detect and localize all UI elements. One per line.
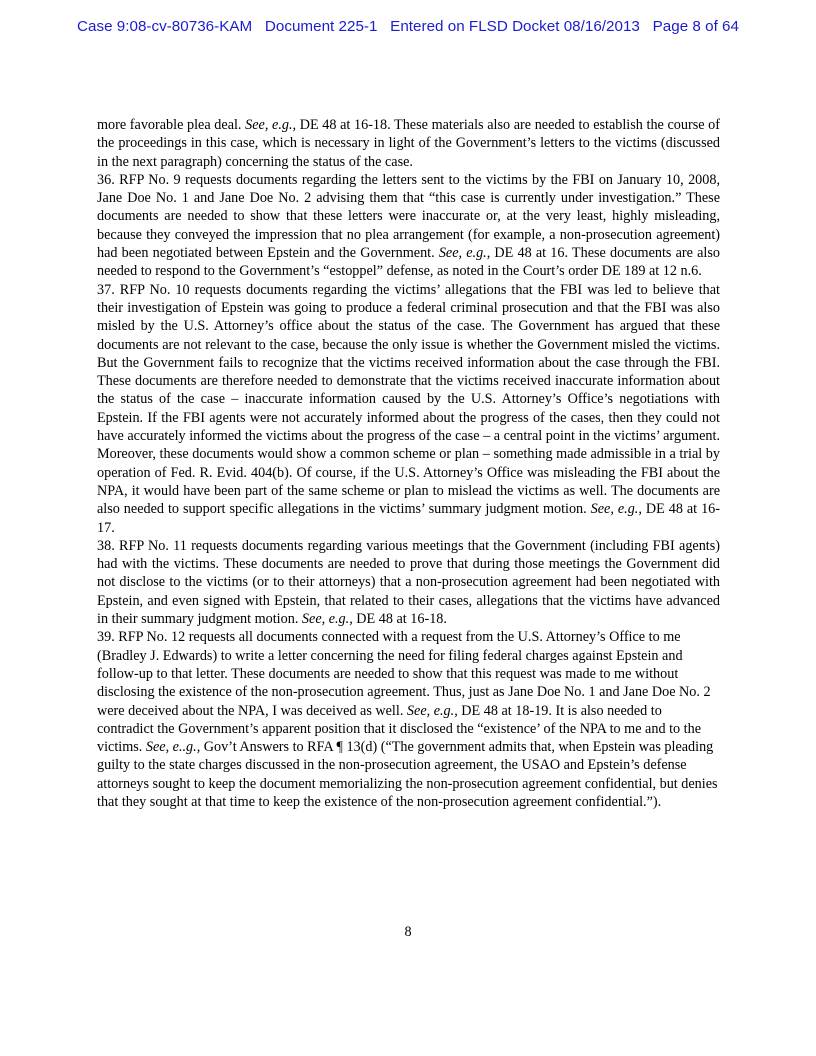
paragraph-text: DE 48 at 16-17.: [97, 501, 720, 536]
paragraph: [97, 171, 720, 281]
paragraph-text: 36. RFP No. 9 requests documents regarding the letters sent to the victims by the FBI on January 10, 2008, Jane Doe No. 1 and Jane Doe No. 2 advising them that “this case is currently under investigation.” These documents are needed to show that these letters were inaccurate or, at the very least, highly misleading, because they conveyed the impression that no plea arrangement (for example, a non-prosecution agreement) had been negotiated between Epstein and the Government.: [97, 171, 720, 262]
paragraph-text: more favorable plea deal.: [97, 117, 246, 133]
paragraph: [97, 281, 720, 537]
paragraph: [97, 628, 720, 811]
citation-signal: See, e.g.,: [245, 117, 297, 133]
paragraph-text: DE 48 at 16. These documents are also needed to respond to the Government’s “estoppel” defense, as noted in the Court’s order DE 189 at 12 n.6.: [97, 245, 720, 280]
citation-signal: See, e.g.,: [301, 611, 353, 628]
paragraph-text: 38. RFP No. 11 requests documents regarding various meetings that the Government (including FBI agents) had with the victims. These documents are needed to prove that during those meetings the Government did not disclose to the victims (or to their attorneys) that a non-prosecution agreement had been negotiated with Epstein, and even signed with Epstein, that related to their cases, allegations that the victims have advanced in their summary judgment motion.: [97, 537, 720, 628]
paragraph-text: 37. RFP No. 10 requests documents regarding the victims’ allegations that the FBI was led to believe that their investigation of Epstein was going to produce a federal criminal prosecution and that the FBI was also misled by the U.S. Attorney’s office about the status of the case. The Government has argued that these documents are not relevant to the case, because the only issue is whether the Government misled the victims. But the Government fails to recognize that the victims received information about the case through the FBI. These documents are therefore needed to demonstrate that the victims received inaccurate information about the status of the case – inaccurate information caused by the U.S. Attorney’s Office’s negotiations with Epstein. If the FBI agents were not accurately informed about the progress of the cases, then they could not have accurately informed the victims about the progress of the case – a central point in the victims’ argument. Moreover, these documents would show a common scheme or plan – something made admissible in a trial by operation of Fed. R. Evid. 404(b). Of course, if the U.S. Attorney’s Office was misleading the FBI about the NPA, it would have been part of the same scheme or plan to mislead the victims as well. The documents are also needed to support specific allegations in the victims’ summary judgment motion.: [97, 281, 720, 518]
citation-signal: See, e.g.,: [590, 501, 642, 518]
page-number: 8: [404, 924, 412, 940]
paragraph: [97, 116, 720, 171]
paragraph-text: DE 48 at 18-19. It is also needed to contradict the Government’s apparent position that it disclosed the “existence’ of the NPA to me and to the victims.: [97, 702, 701, 756]
paragraph-text: 39. RFP No. 12 requests all documents connected with a request from the U.S. Attorney’s Office to me (Bradley J. Edwards) to write a letter concerning the need for filing federal charges against Epstein and follow-up to that letter. These documents are needed to show that this request was made to me without disclosing the existence of the non-prosecution agreement. Thus, just as Jane Doe No. 1 and Jane Doe No. 2 were deceived about the NPA, I was deceived as well.: [97, 629, 711, 719]
paragraph-text: DE 48 at 16-18. These materials also are needed to establish the course of the proceedings in this case, which is necessary in light of the Government’s letters to the victims (discussed in the next paragraph) concerning the status of the case.: [97, 117, 720, 170]
citation-signal: See, e.g.,: [438, 245, 491, 262]
citation-signal: See, e.g.,: [406, 702, 458, 719]
paragraph-text: DE 48 at 16-18.: [352, 611, 447, 628]
document-body: [97, 116, 720, 811]
paragraph: [97, 537, 720, 628]
docket-header: Case 9:08-cv-80736-KAM Document 225-1 Entered on FLSD Docket 08/16/2013 Page 8 of 64: [77, 18, 739, 35]
paragraph-text: Gov’t Answers to RFA ¶ 13(d) (“The government admits that, when Epstein was pleading guilty to the state charges discussed in the non-prosecution agreement, the USAO and Epstein’s defense attorneys sought to keep the document memorializing the non-prosecution agreement confidential, but denies that they sought at that time to keep the existence of the non-prosecution agreement confidential.”).: [97, 739, 718, 810]
citation-signal: See, e..g.,: [145, 739, 201, 756]
